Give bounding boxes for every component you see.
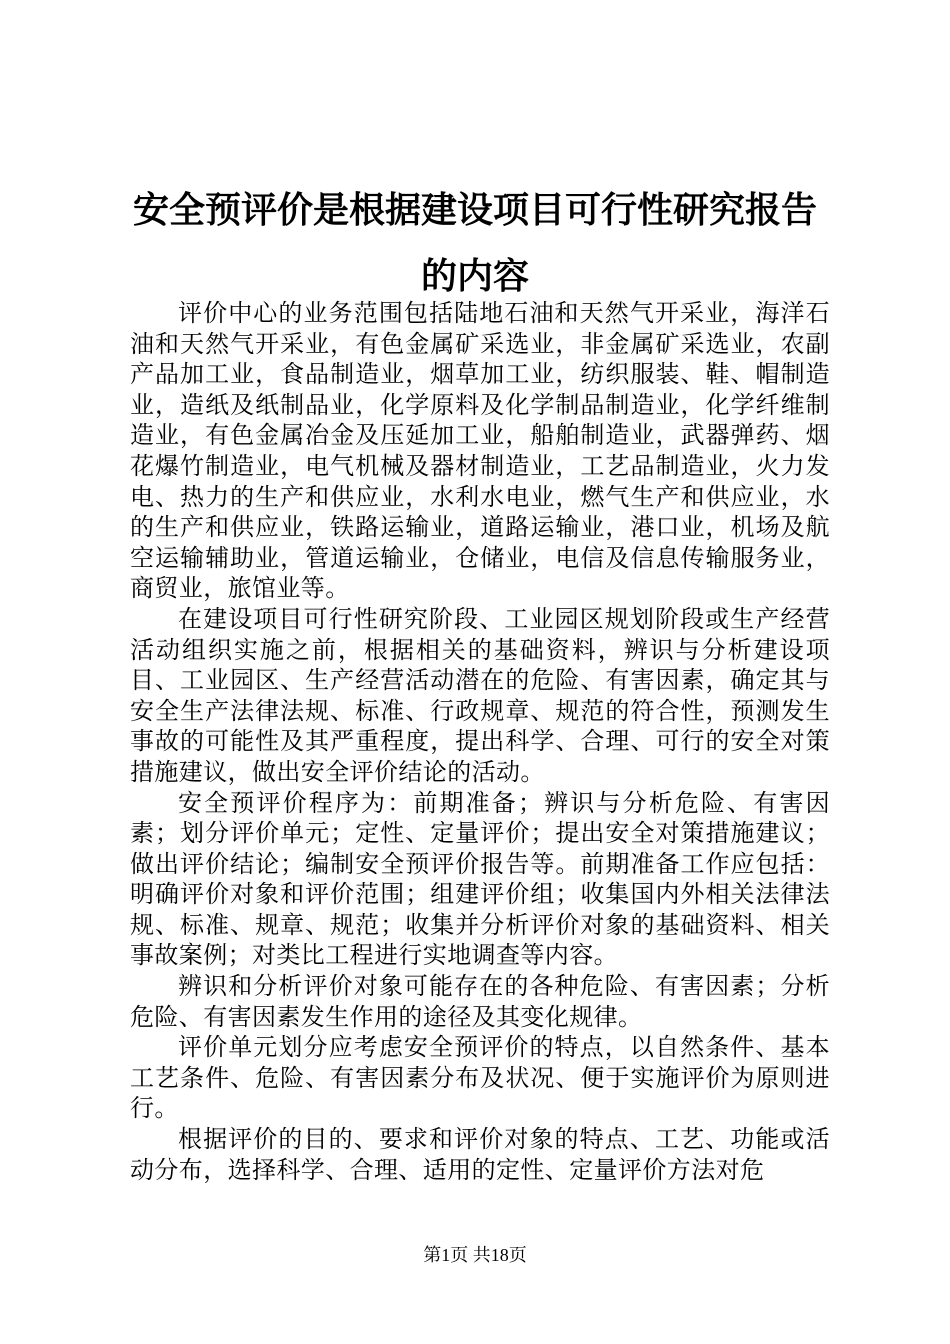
paragraph-1: 评价中心的业务范围包括陆地石油和天然气开采业，海洋石油和天然气开采业，有色金属矿采选业，非金属矿采选业，农副产品加工业，食品制造业，烟草加工业，纺织服装、鞋、帽制造业，造纸及纸制品业，化学原料及化学制品制造业，化学纤维制造业，有色金属冶金及压延加工业，船舶制造业，武器弹药、烟花爆竹制造业，电气机械及器材制造业，工艺品制造业，火力发电、热力的生产和供应业，水利水电业，燃气生产和供应业，水的生产和供应业，铁路运输业，道路运输业，港口业，机场及航空运输辅助业，管道运输业，仓储业，电信及信息传输服务业，商贸业，旅馆业等。: [130, 299, 830, 603]
paragraph-3: 安全预评价程序为：前期准备；辨识与分析危险、有害因素；划分评价单元；定性、定量评价；提出安全对策措施建议；做出评价结论；编制安全预评价报告等。前期准备工作应包括：明确评价对象和评价范围；组建评价组；收集国内外相关法律法规、标准、规章、规范；收集并分析评价对象的基础资料、相关事故案例；对类比工程进行实地调查等内容。: [130, 788, 830, 970]
paragraph-2: 在建设项目可行性研究阶段、工业园区规划阶段或生产经营活动组织实施之前，根据相关的基础资料，辨识与分析建设项目、工业园区、生产经营活动潜在的危险、有害因素，确定其与安全生产法律法规、标准、行政规章、规范的符合性，预测发生事故的可能性及其严重程度，提出科学、合理、可行的安全对策措施建议，做出安全评价结论的活动。: [130, 604, 830, 786]
document-body: [130, 298, 830, 1185]
paragraph-4: 辨识和分析评价对象可能存在的各种危险、有害因素；分析危险、有害因素发生作用的途径及其变化规律。: [130, 972, 830, 1031]
paragraph-5: 评价单元划分应考虑安全预评价的特点，以自然条件、基本工艺条件、危险、有害因素分布及状况、便于实施评价为原则进行。: [130, 1033, 830, 1123]
page-number-footer: 第1页 共18页: [423, 1245, 527, 1265]
paragraph-6: 根据评价的目的、要求和评价对象的特点、工艺、功能或活动分布，选择科学、合理、适用的定性、定量评价方法对危: [130, 1125, 830, 1184]
document-title: 安全预评价是根据建设项目可行性研究报告的内容: [132, 190, 817, 297]
